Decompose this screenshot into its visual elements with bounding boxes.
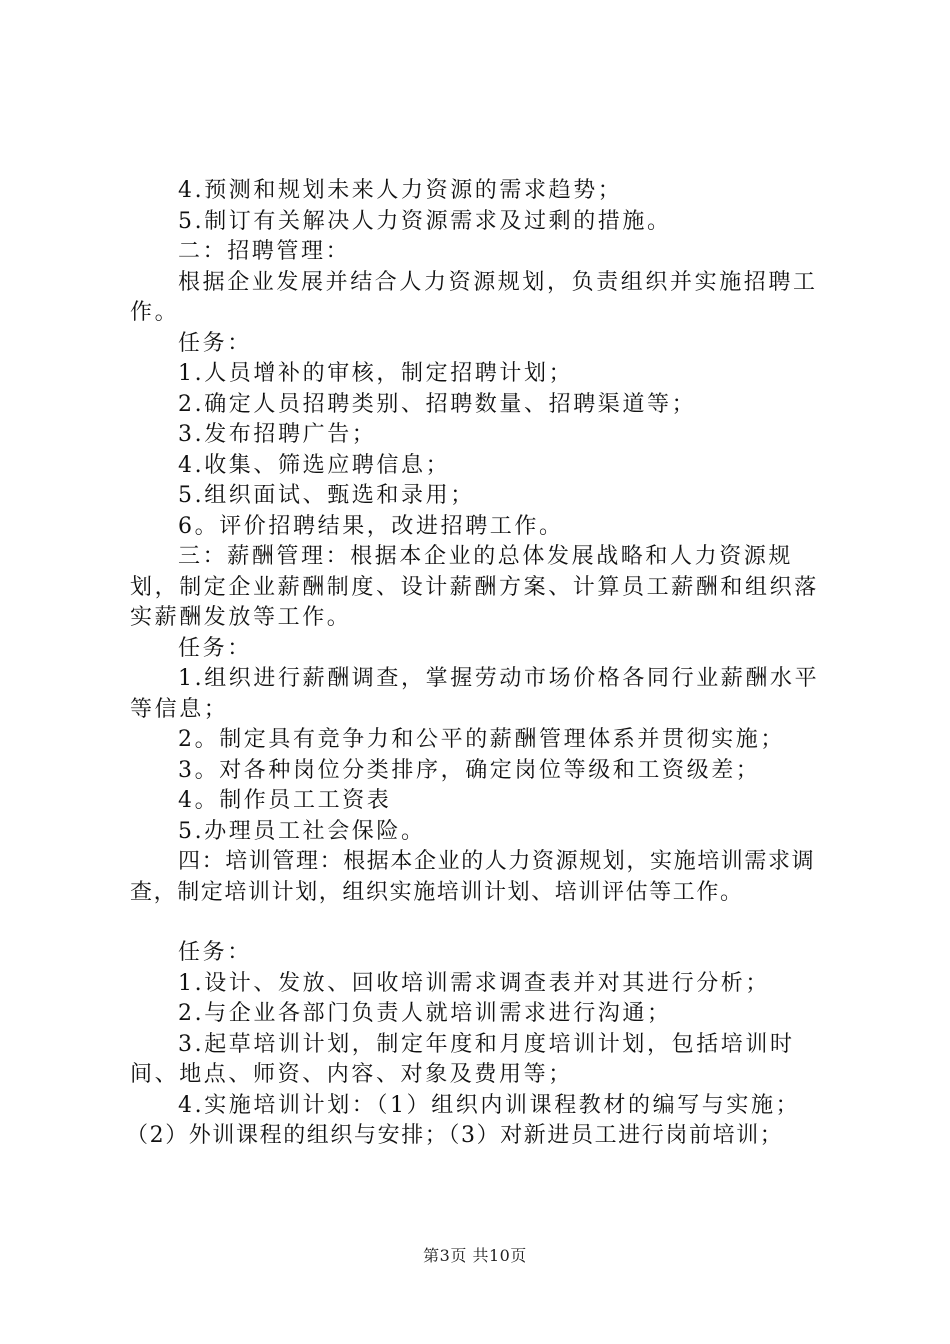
paragraph-17: 4。制作员工工资表	[178, 788, 392, 813]
paragraph-6: 1.人员增补的审核，制定招聘计划；	[178, 361, 574, 386]
tasks-label: 任务：	[178, 635, 252, 661]
paragraph-15: 2。制定具有竞争力和公平的薪酬管理体系并贯彻实施；	[178, 727, 785, 752]
paragraph-10: 5.组织面试、甄选和录用；	[178, 483, 475, 508]
tasks-label: 任务：	[178, 330, 252, 356]
paragraph-22: 2.与企业各部门负责人就培训需求进行沟通；	[178, 1001, 672, 1026]
paragraph-18: 5.办理员工社会保险。	[178, 818, 426, 844]
paragraph-21: 1.设计、发放、回收培训需求调查表并对其进行分析；	[178, 970, 770, 996]
paragraph-2: 5.制订有关解决人力资源需求及过剩的措施。	[178, 208, 672, 234]
paragraph-8: 3.发布招聘广告；	[178, 422, 377, 447]
paragraph-11: 6。评价招聘结果，改进招聘工作。	[178, 513, 564, 539]
paragraph-7: 2.确定人员招聘类别、招聘数量、招聘渠道等；	[178, 391, 697, 417]
section-heading-training: 四：培训管理：根据本企业的人力资源规划，实施培训需求调查，制定培训计划，组织实施培训计划、培训评估等工作。	[130, 849, 816, 905]
paragraph-14: 1.组织进行薪酬调查，掌握劳动市场价格各同行业薪酬水平等信息；	[130, 666, 820, 722]
paragraph-23: 3.起草培训计划，制定年度和月度培训计划，包括培训时间、地点、师资、内容、对象及费用等；	[130, 1031, 795, 1087]
page-footer: 第3页 共10页	[423, 1246, 527, 1265]
document-body	[126, 176, 842, 1152]
paragraph-24: 4.实施培训计划：（1）组织内训课程教材的编写与实施；	[178, 1092, 801, 1118]
paragraph-1: 4.预测和规划未来人力资源的需求趋势；	[178, 178, 623, 203]
paragraph-25: （2）外训课程的组织与安排；（3）对新进员工进行岗前培训；	[126, 1123, 784, 1148]
section-heading-recruitment: 二：招聘管理：	[178, 239, 351, 264]
paragraph-16: 3。对各种岗位分类排序，确定岗位等级和工资级差；	[178, 757, 761, 783]
paragraph-9: 4.收集、筛选应聘信息；	[178, 452, 451, 478]
paragraph-4: 根据企业发展并结合人力资源规划，负责组织并实施招聘工作。	[130, 269, 818, 325]
tasks-label: 任务：	[178, 940, 252, 965]
section-heading-compensation: 三：薪酬管理：根据本企业的总体发展战略和人力资源规划，制定企业薪酬制度、设计薪酬方案、计算员工薪酬和组织落实薪酬发放等工作。	[130, 544, 819, 630]
